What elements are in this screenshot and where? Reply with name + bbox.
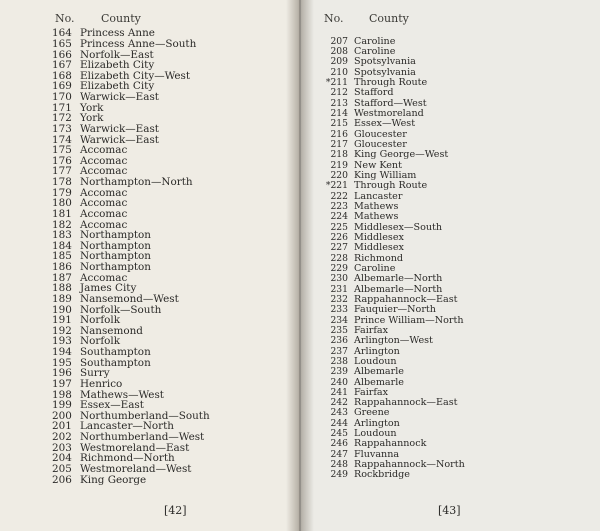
route-row: [324, 170, 465, 180]
route-row: [324, 212, 465, 222]
route-number: 182: [52, 218, 72, 231]
route-number: 205: [52, 462, 72, 475]
county-name: Richmond: [354, 252, 404, 264]
county-name: James City: [80, 282, 137, 295]
route-row: [324, 274, 465, 284]
route-number: 234: [330, 314, 348, 326]
route-number: 228: [330, 252, 348, 264]
right-header-county: County: [369, 12, 409, 25]
county-name: York: [80, 101, 104, 114]
route-row: [324, 470, 465, 480]
route-row: [324, 36, 465, 46]
county-name: Loudoun: [354, 428, 397, 440]
route-number: 217: [330, 138, 348, 150]
route-number: 244: [330, 417, 348, 429]
left-page-number: [42]: [164, 504, 187, 517]
county-name: Middlesex: [354, 242, 404, 254]
route-number: 227: [330, 242, 348, 254]
route-row: [324, 129, 465, 139]
county-name: Westmoreland—East: [80, 441, 190, 454]
county-name: Warwick—East: [80, 91, 159, 104]
county-name: Surry: [80, 367, 110, 380]
route-row: [324, 397, 465, 407]
county-name: Rappahannock—North: [354, 459, 465, 471]
county-name: Norfolk—East: [80, 48, 154, 61]
route-number: 241: [330, 386, 348, 398]
right-page: [300, 0, 600, 531]
county-name: Henrico: [80, 377, 123, 390]
route-number: 184: [52, 239, 72, 252]
county-name: Fairfax: [354, 386, 389, 398]
route-number: 203: [52, 441, 72, 454]
left-header-county: County: [101, 12, 141, 25]
route-number: 190: [52, 303, 72, 316]
route-number: 204: [52, 452, 72, 465]
county-name: Norfolk: [80, 314, 121, 327]
route-number: 200: [52, 409, 72, 422]
county-name: Accomac: [80, 165, 128, 178]
county-name: Lancaster—North: [80, 420, 174, 433]
county-name: Accomac: [80, 154, 128, 167]
route-row: [324, 108, 465, 118]
route-number: 212: [330, 87, 348, 99]
county-name: King George—West: [354, 149, 449, 161]
county-name: Rappahannock: [354, 438, 427, 450]
route-number: 249: [330, 469, 348, 481]
route-number: 199: [52, 399, 72, 412]
county-name: Gloucester: [354, 138, 407, 150]
county-name: Loudoun: [354, 355, 397, 367]
county-name: New Kent: [354, 159, 402, 171]
left-route-list: [52, 28, 210, 485]
county-name: Stafford—West: [354, 97, 427, 109]
county-name: Spotsylvania: [354, 66, 416, 78]
county-name: Northampton: [80, 239, 152, 252]
county-name: Gloucester: [354, 128, 407, 140]
route-number: 220: [330, 169, 348, 181]
route-number: 231: [330, 283, 348, 295]
county-name: Albemarle—North: [354, 283, 443, 295]
route-row: [324, 77, 465, 87]
county-name: Spotsylvania: [354, 56, 416, 68]
book-gutter: [286, 0, 314, 531]
route-number: 189: [52, 292, 72, 305]
route-number: 238: [330, 355, 348, 367]
route-row: [324, 449, 465, 459]
county-name: Norfolk—South: [80, 303, 162, 316]
route-number: 210: [330, 66, 348, 78]
route-number: 176: [52, 154, 72, 167]
left-header-no: No.: [55, 12, 75, 25]
route-number: 197: [52, 377, 72, 390]
county-name: Through Route: [354, 180, 428, 192]
county-name: Stafford: [354, 87, 394, 99]
route-number: 194: [52, 346, 72, 359]
county-name: Northampton: [80, 229, 152, 242]
county-name: Mathews—West: [80, 388, 164, 401]
county-name: Accomac: [80, 186, 128, 199]
route-row: [324, 243, 465, 253]
county-name: York: [80, 112, 104, 125]
route-number: 237: [330, 345, 348, 357]
county-name: Westmoreland: [354, 107, 424, 119]
county-name: Prince William—North: [354, 314, 464, 326]
route-number: 245: [330, 428, 348, 440]
route-number: 230: [330, 273, 348, 285]
county-name: Nansemond: [80, 324, 143, 337]
route-number: 169: [52, 80, 72, 93]
county-name: Fluvanna: [354, 448, 400, 460]
county-name: Through Route: [354, 76, 428, 88]
county-name: Northampton—North: [80, 176, 193, 189]
route-row: [324, 284, 465, 294]
route-number: 164: [52, 27, 72, 40]
right-route-list: [324, 36, 465, 480]
route-number: 188: [52, 282, 72, 295]
route-number: 202: [52, 431, 72, 444]
county-name: Nansemond—West: [80, 292, 179, 305]
route-row: [324, 294, 465, 304]
county-name: Arlington: [354, 417, 400, 429]
route-number: 223: [330, 200, 348, 212]
county-name: Fairfax: [354, 324, 389, 336]
county-name: Fauquier—North: [354, 304, 436, 316]
route-row: [324, 418, 465, 428]
route-number: 167: [52, 59, 72, 72]
route-number: 187: [52, 271, 72, 284]
route-row: [324, 119, 465, 129]
route-number: 179: [52, 186, 72, 199]
route-number: 219: [330, 159, 348, 171]
route-number: 233: [330, 304, 348, 316]
route-row: [324, 57, 465, 67]
county-name: Accomac: [80, 218, 128, 231]
route-row: [324, 305, 465, 315]
route-row: [324, 346, 465, 356]
route-row: [324, 325, 465, 335]
route-number: 196: [52, 367, 72, 380]
county-name: Albemarle: [354, 376, 404, 388]
route-number: 214: [330, 107, 348, 119]
route-number: 213: [330, 97, 348, 109]
route-row: [324, 150, 465, 160]
route-number: *221: [325, 180, 348, 192]
right-header-no: No.: [324, 12, 344, 25]
route-row: [324, 263, 465, 273]
route-row: [324, 459, 465, 469]
county-name: Southampton: [80, 356, 151, 369]
county-name: Essex—East: [80, 399, 144, 412]
county-name: Caroline: [354, 35, 396, 47]
route-number: 171: [52, 101, 72, 114]
route-number: 246: [330, 438, 348, 450]
county-name: Northampton: [80, 261, 152, 274]
county-name: Princess Anne: [80, 27, 155, 40]
route-row: [324, 201, 465, 211]
county-name: Rappahannock—East: [354, 293, 458, 305]
route-row: [324, 315, 465, 325]
county-name: Northampton: [80, 250, 152, 263]
county-name: Mathews: [354, 211, 399, 223]
route-row: [324, 439, 465, 449]
route-number: 247: [330, 448, 348, 460]
route-row: [324, 232, 465, 242]
county-name: Elizabeth City: [80, 80, 155, 93]
route-number: 208: [330, 46, 348, 57]
route-number: 172: [52, 112, 72, 125]
route-number: 207: [330, 35, 348, 47]
county-name: Northumberland—South: [80, 409, 210, 422]
route-row: [324, 88, 465, 98]
route-number: 186: [52, 261, 72, 274]
route-row: [324, 367, 465, 377]
county-name: Middlesex: [354, 231, 404, 243]
county-name: Rappahannock—East: [354, 397, 458, 409]
route-row: [324, 191, 465, 201]
route-number: 170: [52, 91, 72, 104]
county-name: Caroline: [354, 262, 396, 274]
route-number: 191: [52, 314, 72, 327]
route-number: 181: [52, 207, 72, 220]
route-row: [324, 46, 465, 56]
county-name: Rockbridge: [354, 469, 410, 481]
route-number: 215: [330, 118, 348, 130]
route-number: 240: [330, 376, 348, 388]
route-number: 193: [52, 335, 72, 348]
county-name: Middlesex—South: [354, 221, 443, 233]
route-number: 174: [52, 133, 72, 146]
county-name: Southampton: [80, 346, 151, 359]
route-row: [324, 253, 465, 263]
route-row: [324, 181, 465, 191]
route-number: 183: [52, 229, 72, 242]
route-number: 239: [330, 366, 348, 378]
route-row: [324, 222, 465, 232]
route-number: 235: [330, 324, 348, 336]
route-number: 224: [330, 211, 348, 223]
route-number: 206: [52, 473, 72, 486]
county-name: Elizabeth City—West: [80, 69, 191, 82]
route-number: 248: [330, 459, 348, 471]
route-row: [324, 377, 465, 387]
county-name: Princess Anne—South: [80, 37, 197, 50]
route-number: *211: [325, 76, 348, 88]
route-number: 209: [330, 56, 348, 68]
route-row: [324, 387, 465, 397]
county-name: Accomac: [80, 197, 128, 210]
route-row: [324, 428, 465, 438]
route-number: 236: [330, 335, 348, 347]
county-name: Accomac: [80, 144, 128, 157]
route-row: [52, 474, 210, 485]
county-name: Norfolk: [80, 335, 121, 348]
route-number: 198: [52, 388, 72, 401]
route-row: [324, 408, 465, 418]
county-name: Albemarle—North: [354, 273, 443, 285]
right-page-number: [43]: [438, 504, 461, 517]
county-name: Greene: [354, 407, 390, 419]
county-name: Accomac: [80, 207, 128, 220]
county-name: Accomac: [80, 271, 128, 284]
county-name: Mathews: [354, 200, 399, 212]
route-number: 222: [330, 190, 348, 202]
route-number: 195: [52, 356, 72, 369]
county-name: Arlington—West: [354, 335, 433, 347]
route-row: [324, 98, 465, 108]
route-number: 218: [330, 149, 348, 161]
county-name: Northumberland—West: [80, 431, 205, 444]
route-number: 225: [330, 221, 348, 233]
route-number: 216: [330, 128, 348, 140]
county-name: Arlington: [354, 345, 400, 357]
county-name: Warwick—East: [80, 122, 159, 135]
route-number: 242: [330, 397, 348, 409]
route-row: [324, 356, 465, 366]
route-number: 173: [52, 122, 72, 135]
county-name: Elizabeth City: [80, 59, 155, 72]
route-number: 229: [330, 262, 348, 274]
county-name: Warwick—East: [80, 133, 159, 146]
route-row: [324, 336, 465, 346]
route-number: 192: [52, 324, 72, 337]
route-number: 168: [52, 69, 72, 82]
county-name: Lancaster: [354, 190, 403, 202]
county-name: Albemarle: [354, 366, 404, 378]
route-row: [324, 67, 465, 77]
county-name: King William: [354, 169, 417, 181]
county-name: Richmond—North: [80, 452, 175, 465]
county-name: Caroline: [354, 46, 396, 57]
county-name: Westmoreland—West: [80, 462, 192, 475]
route-number: 243: [330, 407, 348, 419]
route-number: 185: [52, 250, 72, 263]
route-number: 165: [52, 37, 72, 50]
route-number: 201: [52, 420, 72, 433]
route-row: [324, 160, 465, 170]
route-number: 177: [52, 165, 72, 178]
route-number: 175: [52, 144, 72, 157]
route-number: 232: [330, 293, 348, 305]
county-name: King George: [80, 473, 147, 486]
route-number: 226: [330, 231, 348, 243]
route-row: [324, 139, 465, 149]
county-name: Essex—West: [354, 118, 416, 130]
route-number: 180: [52, 197, 72, 210]
route-number: 178: [52, 176, 72, 189]
route-number: 166: [52, 48, 72, 61]
